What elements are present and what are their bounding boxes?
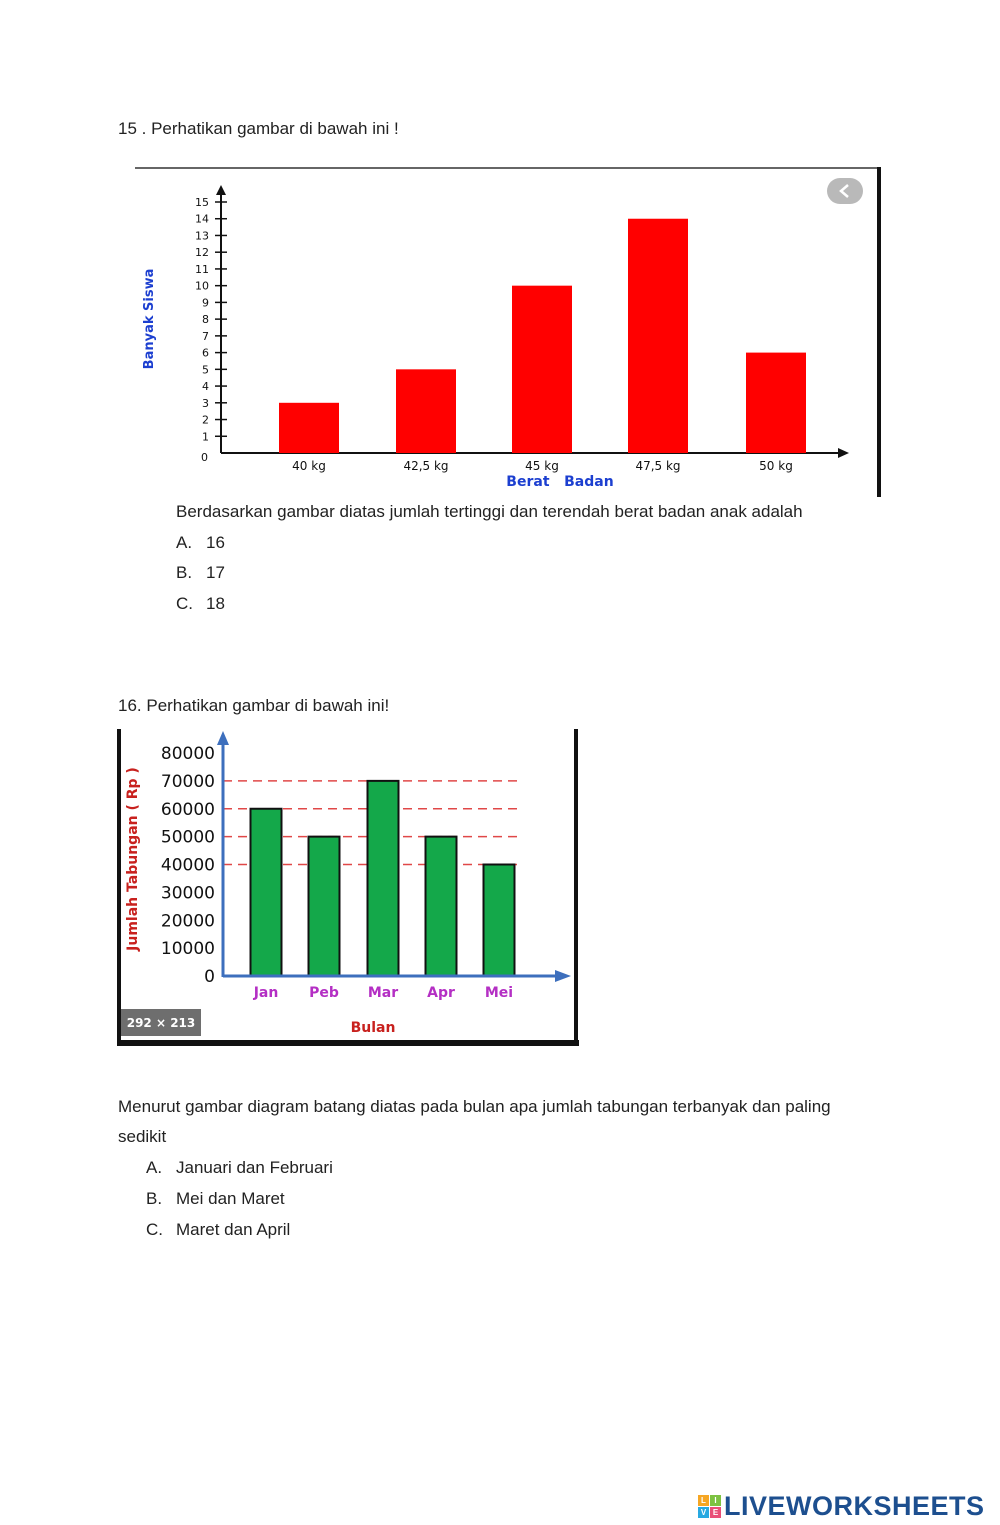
y-tick-label: 6 bbox=[202, 346, 209, 360]
y-axis-label: Jumlah Tabungan ( Rp ) bbox=[125, 767, 141, 951]
x-tick-label: Apr bbox=[427, 985, 455, 1001]
x-axis-label: Bulan bbox=[350, 1020, 396, 1036]
y-axis-arrow bbox=[216, 185, 226, 195]
x-tick-label: Jan bbox=[253, 985, 279, 1001]
chart-weight bbox=[135, 167, 883, 497]
bar bbox=[309, 837, 340, 976]
y-tick-label: 5 bbox=[202, 363, 209, 377]
x-axis-arrow bbox=[838, 448, 849, 458]
q15-question: Berdasarkan gambar diatas jumlah tertinggi dan terendah berat badan anak adalah bbox=[176, 502, 803, 521]
y-tick-label: 0 bbox=[204, 967, 215, 987]
bar bbox=[484, 865, 515, 977]
q15-heading: 15 . Perhatikan gambar di bawah ini ! bbox=[118, 119, 399, 138]
q15-option-a[interactable] bbox=[176, 533, 225, 553]
y-tick-label: 9 bbox=[202, 296, 209, 310]
option-text: Maret dan April bbox=[176, 1220, 291, 1239]
bar bbox=[396, 369, 456, 453]
q16-heading: 16. Perhatikan gambar di bawah ini! bbox=[118, 696, 390, 715]
y-tick-label: 12 bbox=[195, 246, 209, 260]
bar bbox=[368, 781, 399, 976]
x-tick-label: Mei bbox=[484, 985, 514, 1001]
y-tick-label: 13 bbox=[195, 229, 209, 243]
y-tick-label: 2 bbox=[202, 413, 209, 427]
x-tick-label: 40 kg bbox=[292, 459, 326, 473]
y-tick-label: 70000 bbox=[160, 771, 215, 792]
option-letter: B. bbox=[146, 1189, 163, 1208]
liveworksheets-logo[interactable] bbox=[698, 1492, 985, 1520]
option-text: Januari dan Februari bbox=[176, 1158, 333, 1177]
y-axis-label: Banyak Siswa bbox=[142, 268, 157, 370]
q15-option-b[interactable] bbox=[176, 563, 225, 583]
y-tick-label: 4 bbox=[202, 380, 209, 394]
y-tick-label: 10000 bbox=[160, 939, 215, 960]
option-text: 18 bbox=[206, 594, 225, 613]
bar bbox=[512, 286, 572, 453]
x-tick-label: 45 kg bbox=[525, 459, 559, 473]
size-badge: 292 × 213 bbox=[126, 1016, 196, 1030]
chart-savings bbox=[117, 729, 579, 1047]
y-tick-label: 20000 bbox=[160, 911, 215, 932]
y-tick-label: 1 bbox=[202, 430, 209, 444]
option-letter: B. bbox=[176, 563, 193, 582]
bar bbox=[746, 353, 806, 453]
y-tick-label: 80000 bbox=[160, 744, 215, 764]
logo-cell: I bbox=[710, 1495, 721, 1506]
y-tick-label: 40000 bbox=[160, 855, 215, 876]
option-letter: A. bbox=[146, 1158, 163, 1177]
x-tick-label: 42,5 kg bbox=[403, 459, 449, 473]
y-tick-label: 60000 bbox=[160, 799, 215, 820]
option-text: Mei dan Maret bbox=[176, 1189, 285, 1208]
option-letter: C. bbox=[176, 594, 193, 613]
bar bbox=[251, 809, 282, 976]
x-tick-label: 47,5 kg bbox=[635, 459, 681, 473]
option-letter: C. bbox=[146, 1220, 163, 1239]
y-tick-label: 8 bbox=[202, 313, 209, 327]
q16-option-c[interactable] bbox=[146, 1220, 290, 1240]
q16-option-b[interactable] bbox=[146, 1189, 285, 1209]
q16-question-line1: Menurut gambar diagram batang diatas pada bulan apa jumlah tabungan terbanyak dan paling bbox=[118, 1097, 831, 1116]
x-tick-label: Mar bbox=[367, 985, 399, 1001]
bar bbox=[628, 219, 688, 453]
y-tick-label: 7 bbox=[202, 329, 209, 343]
logo-cell: L bbox=[698, 1495, 709, 1506]
y-tick-label: 11 bbox=[195, 262, 209, 276]
option-text: 17 bbox=[206, 563, 225, 582]
logo-cell: V bbox=[698, 1507, 709, 1518]
x-tick-label: 50 kg bbox=[759, 459, 793, 473]
y-tick-label: 10 bbox=[195, 279, 209, 293]
bar bbox=[279, 403, 339, 453]
x-axis-label: Berat Badan bbox=[506, 474, 614, 490]
logo-cell: E bbox=[710, 1507, 721, 1518]
q15-option-c[interactable] bbox=[176, 594, 225, 614]
option-letter: A. bbox=[176, 533, 193, 552]
bar bbox=[426, 837, 457, 976]
y-tick-label: 30000 bbox=[160, 883, 215, 904]
q16-option-a[interactable] bbox=[146, 1158, 333, 1178]
y-tick-label: 0 bbox=[201, 451, 208, 464]
y-tick-label: 3 bbox=[202, 396, 209, 410]
option-text: 16 bbox=[206, 533, 225, 552]
logo-icon bbox=[698, 1495, 721, 1518]
q16-question-line2: sedikit bbox=[118, 1127, 167, 1146]
y-tick-label: 50000 bbox=[160, 827, 215, 848]
y-tick-label: 14 bbox=[195, 212, 209, 226]
logo-text: LIVEWORKSHEETS bbox=[724, 1490, 985, 1521]
x-tick-label: Peb bbox=[309, 985, 339, 1001]
y-tick-label: 15 bbox=[195, 196, 209, 209]
back-button[interactable] bbox=[827, 178, 863, 204]
